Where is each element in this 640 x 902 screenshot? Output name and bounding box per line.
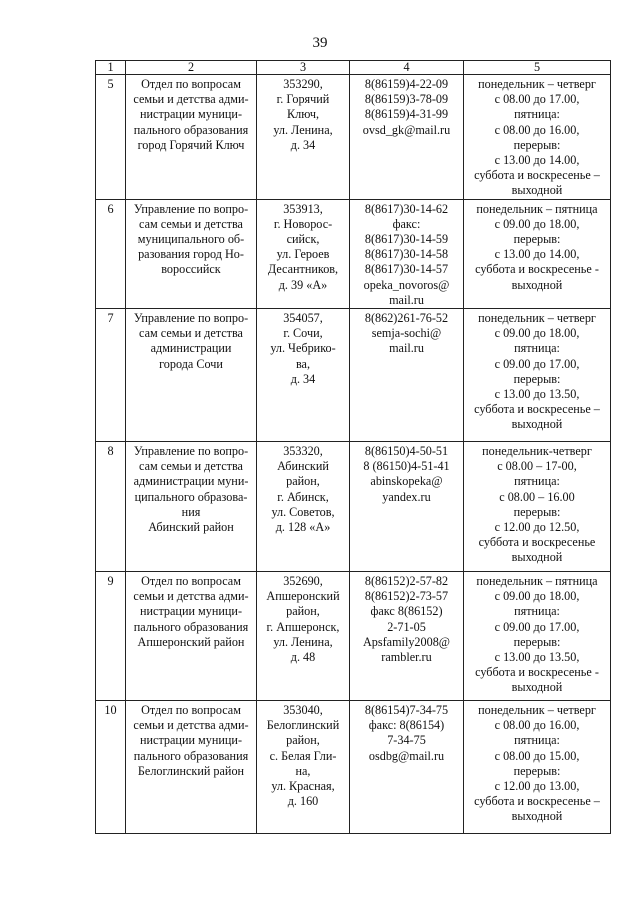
organization-address: 353320, Абинский район, г. Абинск, ул. Советов, д. 128 «А» bbox=[257, 442, 350, 572]
table-row bbox=[96, 701, 611, 834]
header-col-5: 5 bbox=[464, 61, 611, 75]
organization-address: 353290, г. Горячий Ключ, ул. Ленина, д. 34 bbox=[257, 75, 350, 200]
row-number: 6 bbox=[96, 199, 126, 308]
header-row bbox=[96, 61, 611, 75]
header-col-1: 1 bbox=[96, 61, 126, 75]
organization-schedule: понедельник – четверг с 08.00 до 16.00, пятница: с 08.00 до 15.00, перерыв: с 12.00 до 13.00, суббота и воскресенье – выходной bbox=[464, 701, 611, 834]
header-col-4: 4 bbox=[350, 61, 464, 75]
organization-contacts: 8(86154)7-34-75 факс: 8(86154) 7-34-75 osdbg@mail.ru bbox=[350, 701, 464, 834]
header-col-2: 2 bbox=[126, 61, 257, 75]
organization-schedule: понедельник-четверг с 08.00 – 17-00, пятница: с 08.00 – 16.00 перерыв: с 12.00 до 12.50, суббота и воскресенье выходной bbox=[464, 442, 611, 572]
organization-schedule: понедельник – четверг с 09.00 до 18.00, пятница: с 09.00 до 17.00, перерыв: с 13.00 до 13.50, суббота и воскресенье – выходной bbox=[464, 309, 611, 442]
organizations-table bbox=[95, 60, 611, 834]
table-row bbox=[96, 309, 611, 442]
organization-address: 353913, г. Новорос- сийск, ул. Героев Десантников, д. 39 «А» bbox=[257, 199, 350, 308]
organization-name: Управление по вопро- сам семьи и детства администрации муни- ципального образова- ния Абинский район bbox=[126, 442, 257, 572]
row-number: 7 bbox=[96, 309, 126, 442]
organization-schedule: понедельник – четверг с 08.00 до 17.00, пятница: с 08.00 до 16.00, перерыв: с 13.00 до 14.00, суббота и воскресенье – выходной bbox=[464, 75, 611, 200]
table-row bbox=[96, 75, 611, 200]
organization-name: Управление по вопро- сам семьи и детства муниципального об- разования город Но- вороссийск bbox=[126, 199, 257, 308]
organization-contacts: 8(86152)2-57-82 8(86152)2-73-57 факс 8(86152) 2-71-05 Apsfamily2008@ rambler.ru bbox=[350, 572, 464, 701]
organization-contacts: 8(86150)4-50-51 8 (86150)4-51-41 abinskopeka@ yandex.ru bbox=[350, 442, 464, 572]
table-body bbox=[96, 75, 611, 834]
organization-name: Управление по вопро- сам семьи и детства администрации города Сочи bbox=[126, 309, 257, 442]
row-number: 5 bbox=[96, 75, 126, 200]
organization-schedule: понедельник – пятница с 09.00 до 18.00, перерыв: с 13.00 до 14.00, суббота и воскресенье - выходной bbox=[464, 199, 611, 308]
row-number: 10 bbox=[96, 701, 126, 834]
table-row bbox=[96, 199, 611, 308]
organization-address: 352690, Апшеронский район, г. Апшеронск, ул. Ленина, д. 48 bbox=[257, 572, 350, 701]
organization-name: Отдел по вопросам семьи и детства адми- нистрации муници- пального образования город Горячий Ключ bbox=[126, 75, 257, 200]
table-row bbox=[96, 572, 611, 701]
organization-address: 353040, Белоглинский район, с. Белая Гли- на, ул. Красная, д. 160 bbox=[257, 701, 350, 834]
organization-name: Отдел по вопросам семьи и детства адми- нистрации муници- пального образования Апшеронский район bbox=[126, 572, 257, 701]
organization-contacts: 8(8617)30-14-62 факс: 8(8617)30-14-59 8(8617)30-14-58 8(8617)30-14-57 opeka_novoros@ mail.ru bbox=[350, 199, 464, 308]
table-row bbox=[96, 442, 611, 572]
organization-schedule: понедельник – пятница с 09.00 до 18.00, пятница: с 09.00 до 17.00, перерыв: с 13.00 до 13.50, суббота и воскресенье - выходной bbox=[464, 572, 611, 701]
header-col-3: 3 bbox=[257, 61, 350, 75]
row-number: 8 bbox=[96, 442, 126, 572]
table-header bbox=[96, 61, 611, 75]
organization-address: 354057, г. Сочи, ул. Чебрико- ва, д. 34 bbox=[257, 309, 350, 442]
organization-contacts: 8(86159)4-22-09 8(86159)3-78-09 8(86159)4-31-99 ovsd_gk@mail.ru bbox=[350, 75, 464, 200]
organization-name: Отдел по вопросам семьи и детства адми- нистрации муници- пального образования Белоглинский район bbox=[126, 701, 257, 834]
organization-contacts: 8(862)261-76-52 semja-sochi@ mail.ru bbox=[350, 309, 464, 442]
row-number: 9 bbox=[96, 572, 126, 701]
page-number: 39 bbox=[312, 35, 328, 51]
